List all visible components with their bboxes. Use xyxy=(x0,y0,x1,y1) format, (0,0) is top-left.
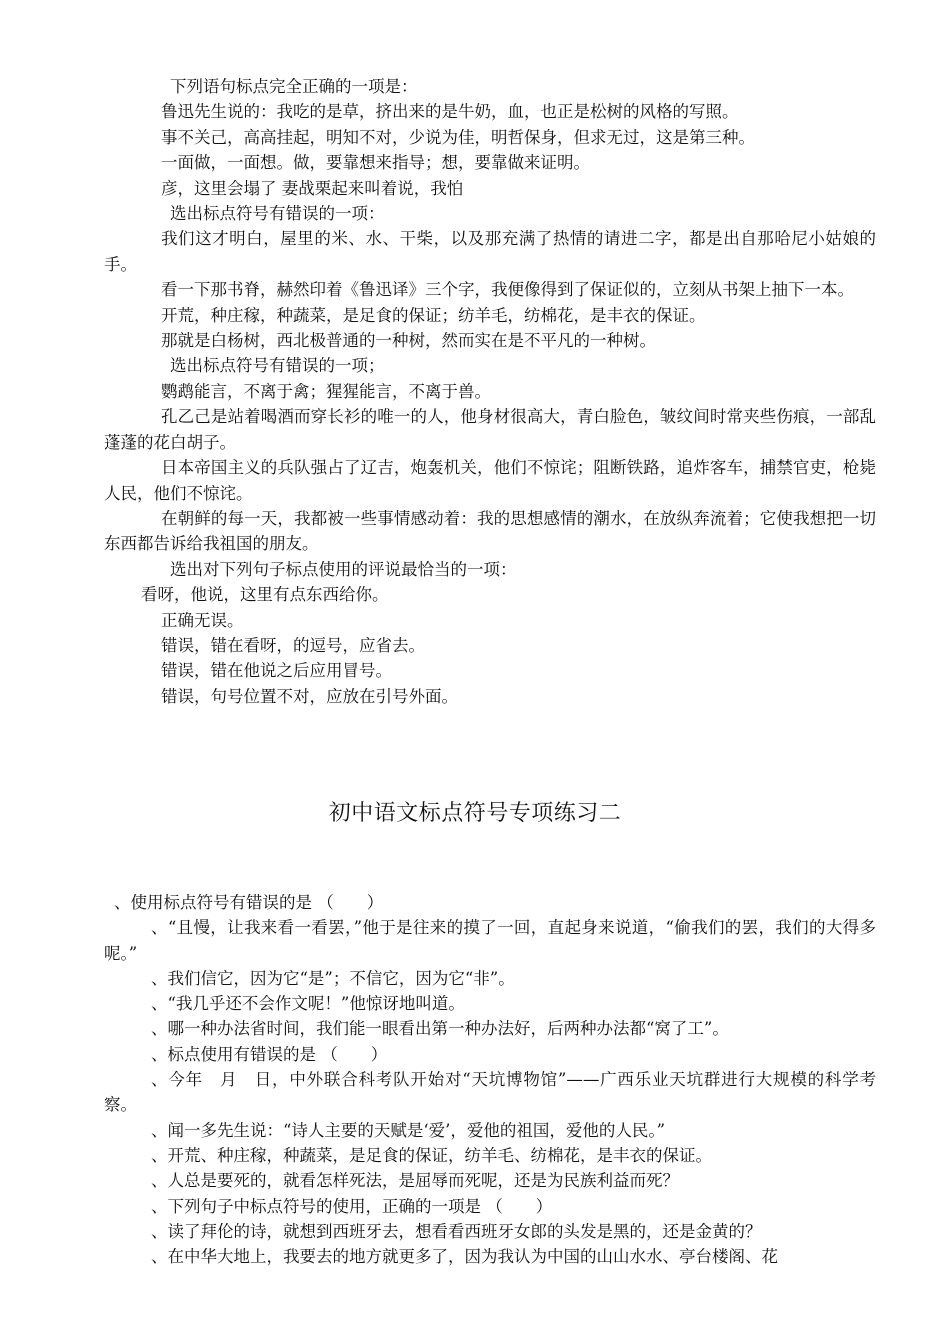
list-item: 、人总是要死的，就看怎样死法，是屈辱而死呢，还是为民族利益而死？ xyxy=(151,1171,679,1191)
question-1-stem: 下列语句标点完全正确的一项是： xyxy=(170,77,418,96)
list-item: 、“且慢，让我来看一看罢，”他于是往来的摸了一回，直起身来说道，“偷我们的罢，我们的大得多呢。” xyxy=(104,918,876,963)
question-4-option: 正确无误。 xyxy=(161,610,244,630)
exercise-set-1 xyxy=(104,74,876,709)
list-item: 、今年 月 日，中外联合科考队开始对“天坑博物馆”——广西乐业天坑群进行大规模的科学考察。 xyxy=(104,1070,876,1115)
question-1-option: 彦，这里会塌了 妻战栗起来叫着说，我怕 xyxy=(161,178,464,198)
question-4-option: 错误，句号位置不对，应放在引号外面。 xyxy=(161,686,458,706)
list-item: 、闻一多先生说：“诗人主要的天赋是‘爱’，爱他的祖国，爱他的人民。” xyxy=(151,1120,666,1140)
list-item: 、我们信它，因为它“是”；不信它，因为它“非”。 xyxy=(151,968,515,988)
question-4-sentence: 看呀，他说，这里有点东西给你。 xyxy=(141,585,389,605)
question-4-stem: 选出对下列句子标点使用的评说最恰当的一项： xyxy=(170,559,517,579)
question-3-option: 日本帝国主义的兵队强占了辽吉，炮轰机关，他们不惊诧；阻断铁路，追炸客车，捕禁官吏，枪毙人民，他们不惊诧。 xyxy=(104,458,876,503)
question-2-option: 我们这才明白，屋里的米、水、干柴，以及那充满了热情的请进二字，都是出自那哈尼小姑娘的手。 xyxy=(104,229,876,274)
list-item: 、标点使用有错误的是 （ ） xyxy=(151,1044,388,1064)
question-1-option: 一面做，一面想。做，要靠想来指导；想，要靠做来证明。 xyxy=(161,153,590,173)
question-3-stem: 选出标点符号有错误的一项； xyxy=(170,356,385,376)
question-2-stem: 选出标点符号有错误的一项： xyxy=(170,204,385,224)
question-3-option: 鹦鹉能言，不离于禽；猩猩能言，不离于兽。 xyxy=(161,381,491,401)
section-heading: 、使用标点符号有错误的是 （ ） xyxy=(114,893,384,912)
list-item: 、开荒、种庄稼，种蔬菜，是足食的保证，纺羊毛、纺棉花，是丰衣的保证。 xyxy=(151,1145,712,1165)
question-2-option: 看一下那书脊，赫然印着《鲁迅译》三个字，我便像得到了保证似的，立刻从书架上抽下一本。 xyxy=(161,280,854,300)
question-1-option: 鲁迅先生说的：我吃的是草，挤出来的是牛奶，血，也正是松树的风格的写照。 xyxy=(161,102,739,122)
question-4-option: 错误，错在看呀，的逗号，应省去。 xyxy=(161,635,425,655)
question-3-option: 孔乙己是站着喝酒而穿长衫的唯一的人，他身材很高大，青白脸色，皱纹间时常夹些伤痕，一部乱蓬蓬的花白胡子。 xyxy=(104,407,876,452)
question-2-option: 开荒，种庄稼，种蔬菜，是足食的保证；纺羊毛，纺棉花，是丰衣的保证。 xyxy=(161,305,706,325)
list-item: 、读了拜伦的诗，就想到西班牙去，想看看西班牙女郎的头发是黑的，还是金黄的？ xyxy=(151,1221,762,1241)
exercise-set-2 xyxy=(104,890,876,1269)
question-2-option: 那就是白杨树，西北极普通的一种树，然而实在是不平凡的一种树。 xyxy=(161,331,656,351)
list-item: 、下列句子中标点符号的使用，正确的一项是 （ ） xyxy=(151,1196,553,1216)
question-1-option: 事不关己，高高挂起，明知不对，少说为佳，明哲保身，但求无过，这是第三种。 xyxy=(161,127,755,147)
list-item: 、在中华大地上，我要去的地方就更多了，因为我认为中国的山山水水、亭台楼阁、花 xyxy=(151,1247,778,1267)
page-title: 初中语文标点符号专项练习二 xyxy=(328,801,622,826)
question-3-option: 在朝鲜的每一天，我都被一些事情感动着：我的思想感情的潮水，在放纵奔流着；它使我想把一切东西都告诉给我祖国的朋友。 xyxy=(104,508,876,554)
list-item: 、哪一种办法省时间，我们能一眼看出第一种办法好，后两种办法都“窝了工”。 xyxy=(151,1019,729,1039)
question-4-option: 错误，错在他说之后应用冒号。 xyxy=(161,661,392,681)
list-item: 、“我几乎还不会作文呢！”他惊讶地叫道。 xyxy=(151,994,465,1014)
